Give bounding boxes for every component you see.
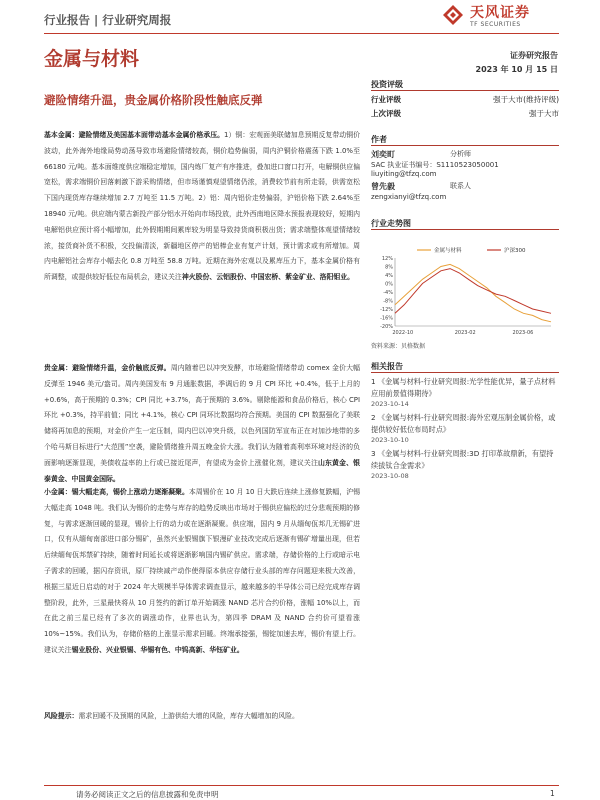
- paragraph-minor-metals: [44, 485, 360, 659]
- paragraph-base-metals: [44, 128, 360, 286]
- author-role: 分析师: [450, 150, 471, 158]
- related-report-item[interactable]: [371, 376, 559, 411]
- report-subtitle: 避险情绪升温，贵金属价格阶段性触底反弹: [44, 93, 263, 107]
- trend-chart: [371, 244, 559, 340]
- company-logo: [440, 2, 560, 32]
- rating-divider: [371, 90, 559, 91]
- related-heading: 相关报告: [371, 362, 403, 371]
- related-report-date: 2023-10-08: [371, 472, 409, 480]
- author-role: 联系人: [450, 182, 471, 190]
- paragraph-lead: 小金属：锡大幅走高，锡价上涨动力逐渐凝聚。: [44, 488, 189, 496]
- page-title: 金属与材料: [44, 48, 140, 70]
- footer-divider: [44, 785, 559, 786]
- related-divider: [371, 372, 559, 373]
- stock-names: 锡业股份、兴业银锡、华锡有色、中钨高新、华钰矿业。: [71, 645, 244, 654]
- author-email[interactable]: zengxianyi@tfzq.com: [371, 193, 447, 201]
- y-tick-label: 8%: [385, 264, 393, 271]
- author-email[interactable]: liuyiting@tfzq.com: [371, 170, 437, 178]
- y-tick-label: 0%: [385, 281, 393, 288]
- trend-chart-svg: [371, 244, 559, 340]
- legend-label: 沪深300: [504, 248, 526, 254]
- logo-text-cn: 天风证券: [470, 5, 530, 21]
- paragraph-text: 需求回暖不及预期的风险，上游供给大增的风险，库存大幅增加的风险。: [78, 712, 299, 720]
- stock-names: 山东黄金、银泰黄金、中国黄金国际。: [44, 458, 361, 483]
- logo-text-en: TF SECURITIES: [470, 21, 521, 28]
- related-report-title[interactable]: 1 《金属与材料-行业研究周报:光学性能优异，量子点材料应用前景值得期待》: [371, 377, 556, 398]
- author-name: 刘奕町: [371, 150, 395, 159]
- rating-key: 行业评级: [371, 95, 401, 104]
- rating-key: 上次评级: [371, 109, 401, 118]
- related-report-item[interactable]: [371, 412, 559, 447]
- related-report-title[interactable]: 2 《金属与材料-行业研究周报:海外宏观压制金属价格，或提供较好低位布局时点》: [371, 413, 556, 434]
- report-category: 行业报告 | 行业研究周报: [44, 13, 172, 27]
- author-name: 曾先毅: [371, 182, 395, 191]
- paragraph-text: 周内随着巴以冲突发酵，市场避险情绪带动 comex 金价大幅反弹至 1946 美元/盎司。周内美国发布 9 月通胀数据，季调后的 9 月 CPI 环比 +0.4%，低于上月的 +0.6%，高于预期的 0.3%；CPI 同比 +3.7%，高于预期的 3.6%。剔除能源和食品价格后，核心 CPI 环比 +0.3%，持平前值；同比 +4.1%，核心 CPI 同环比数据均符合预期。美国的 CPI 数据强化了美联储将再加息的预期，对金价产生一定压制，周内巴以冲突升级，以色列国防军宣布正在对加沙地带的多个哈马斯目标进行“大范围”空袭，避险情绪推升周五晚金价大涨。我们认为随着高利率环境对经济的负面影响逐渐显现，美债收益率的上行或已接近尾声，有望成为金价上涨催化剂，建议关注: [44, 364, 360, 467]
- x-tick-label: 2022-10: [392, 330, 414, 336]
- footer-disclaimer: 请务必阅读正文之后的信息披露和免责申明: [76, 790, 219, 799]
- paragraph-lead: 基本金属：避险情绪及美国基本面带动基本金属价格承压。: [44, 131, 225, 139]
- related-report-date: 2023-10-14: [371, 400, 409, 408]
- rating-value: 强于大市(维持评级): [493, 95, 559, 104]
- stock-names: 神火股份、云铝股份、中国宏桥、紫金矿业、洛阳钼业。: [181, 273, 355, 282]
- authors-divider: [371, 145, 559, 146]
- y-tick-label: -4%: [383, 290, 393, 296]
- x-tick-label: 2023-02: [454, 330, 476, 336]
- header-divider: [44, 33, 559, 34]
- report-type: 证券研究报告: [510, 51, 558, 60]
- legend-label: 金属与材料: [434, 248, 462, 254]
- paragraph-precious-metals: [44, 361, 360, 487]
- chart-source: 资料来源：贝格数据: [371, 343, 426, 350]
- trend-divider: [371, 229, 559, 230]
- paragraph-risk: [44, 709, 360, 725]
- related-report-date: 2023-10-10: [371, 436, 409, 444]
- logo-mark-icon: [442, 4, 464, 26]
- y-tick-label: -12%: [380, 307, 393, 313]
- related-report-item[interactable]: [371, 448, 559, 483]
- author-cert: SAC 执业证书编号：S1110523050001: [371, 161, 499, 169]
- paragraph-text: 1）铜：宏观面美联储加息预期反复带动铜价波动，此外海外地缘局势动荡导致市场避险情绪较高，铜价趋势偏弱，周内沪铜价格震荡下跌 1.0%至 66180 元/吨。基本面维度供应端稳定增加，国内炼厂复产有序推进，叠加进口窗口打开，电解铜供应偏宽松，需求端铜价回落刺激下游采购情绪，但市场谨慎观望情绪仍浓，消费较节前有所走弱，供需宽松下国内现货库存继续增加 2.7 万吨至 11.5 万吨。2）铝：周内铝价走势偏弱，沪铝价格下跌 2.64%至 18940 元/吨。供应端内蒙古新投产部分铝水开始向市场投放，此外西南地区降水预报表现较好，短期内电解铝供应预计将小幅增加，此外假期期间累库较为明显导致持货商积极出货；需求端整体观望情绪较浓，接货商补货不积极，交投偏清淡，新疆地区停产的铝棒企业有复产计划，预计需求或有所增加。周内电解铝社会库存小幅去化 0.8 万吨至 58.8 万吨。近期在海外宏观以及累库压力下，基本金属价格有所调整，或提供较好低位布局机会，建议关注: [44, 131, 360, 282]
- rating-value: 强于大市: [529, 109, 559, 118]
- series-line-0: [395, 264, 551, 321]
- y-tick-label: 4%: [385, 273, 393, 279]
- y-tick-label: 12%: [381, 256, 393, 262]
- y-tick-label: -16%: [380, 315, 393, 322]
- y-tick-label: -20%: [380, 324, 393, 330]
- paragraph-lead: 风险提示：: [44, 712, 79, 720]
- paragraph-lead: 贵金属：避险情绪升温，金价触底反弹。: [44, 364, 171, 372]
- x-tick-label: 2023-06: [512, 330, 534, 336]
- authors-heading: 作者: [371, 135, 387, 144]
- trend-heading: 行业走势图: [371, 219, 411, 228]
- series-line-1: [395, 269, 551, 314]
- y-tick-label: -8%: [383, 298, 393, 305]
- page-number: 1: [550, 789, 555, 798]
- related-report-title[interactable]: 3 《金属与材料-行业研究周报:3D 打印革故鼎新，有望持续拔钛合金需求》: [371, 449, 554, 470]
- rating-heading: 投资评级: [371, 80, 403, 89]
- paragraph-text: 本周锡价在 10 月 10 日大跌后连续上涨修复跌幅，沪锡大幅走高 1048 吨。我们认为锡价的走势与库存的趋势反映出市场对于锡供应偏松的过分悲观预期的修复，与需求逐渐回暖的显现，锡价上行的动力或在逐渐凝聚。供应端，国内 9 月从缅甸佤邦几无锡矿进口，仅有从缅甸南部进口部分锡矿，虽然兴业银锡旗下银漫矿业技改完成后逐渐有锡矿增量出现，但若后续缅甸佤邦禁矿持续，随着时间延长或将逐渐影响国内锡矿供应。需求端，存储价格的上行或暗示电子需求的回暖，据闪存资讯，原厂持续减产动作使得原本供应存储行业头部的库存问题迎来极大改善，根据三星近日启动的对于 2024 年大规模半导体需求调查显示，越来越多的半导体公司已经完成库存调整阶段，此外，三星最快将从 10 月签约的新订单开始调涨 NAND 芯片合约价格，涨幅 10%以上，而在此之前三星已经有了多次的调涨动作，业界也认为，第四季 DRAM 及 NAND 合约价可望看涨 10%~15%。我们认为，存储价格的上涨显示需求回暖。终端承接强，锡锭加速去库，锡价有望上行。建议关注: [44, 488, 361, 654]
- report-date: 2023 年 10 月 15 日: [475, 65, 558, 74]
